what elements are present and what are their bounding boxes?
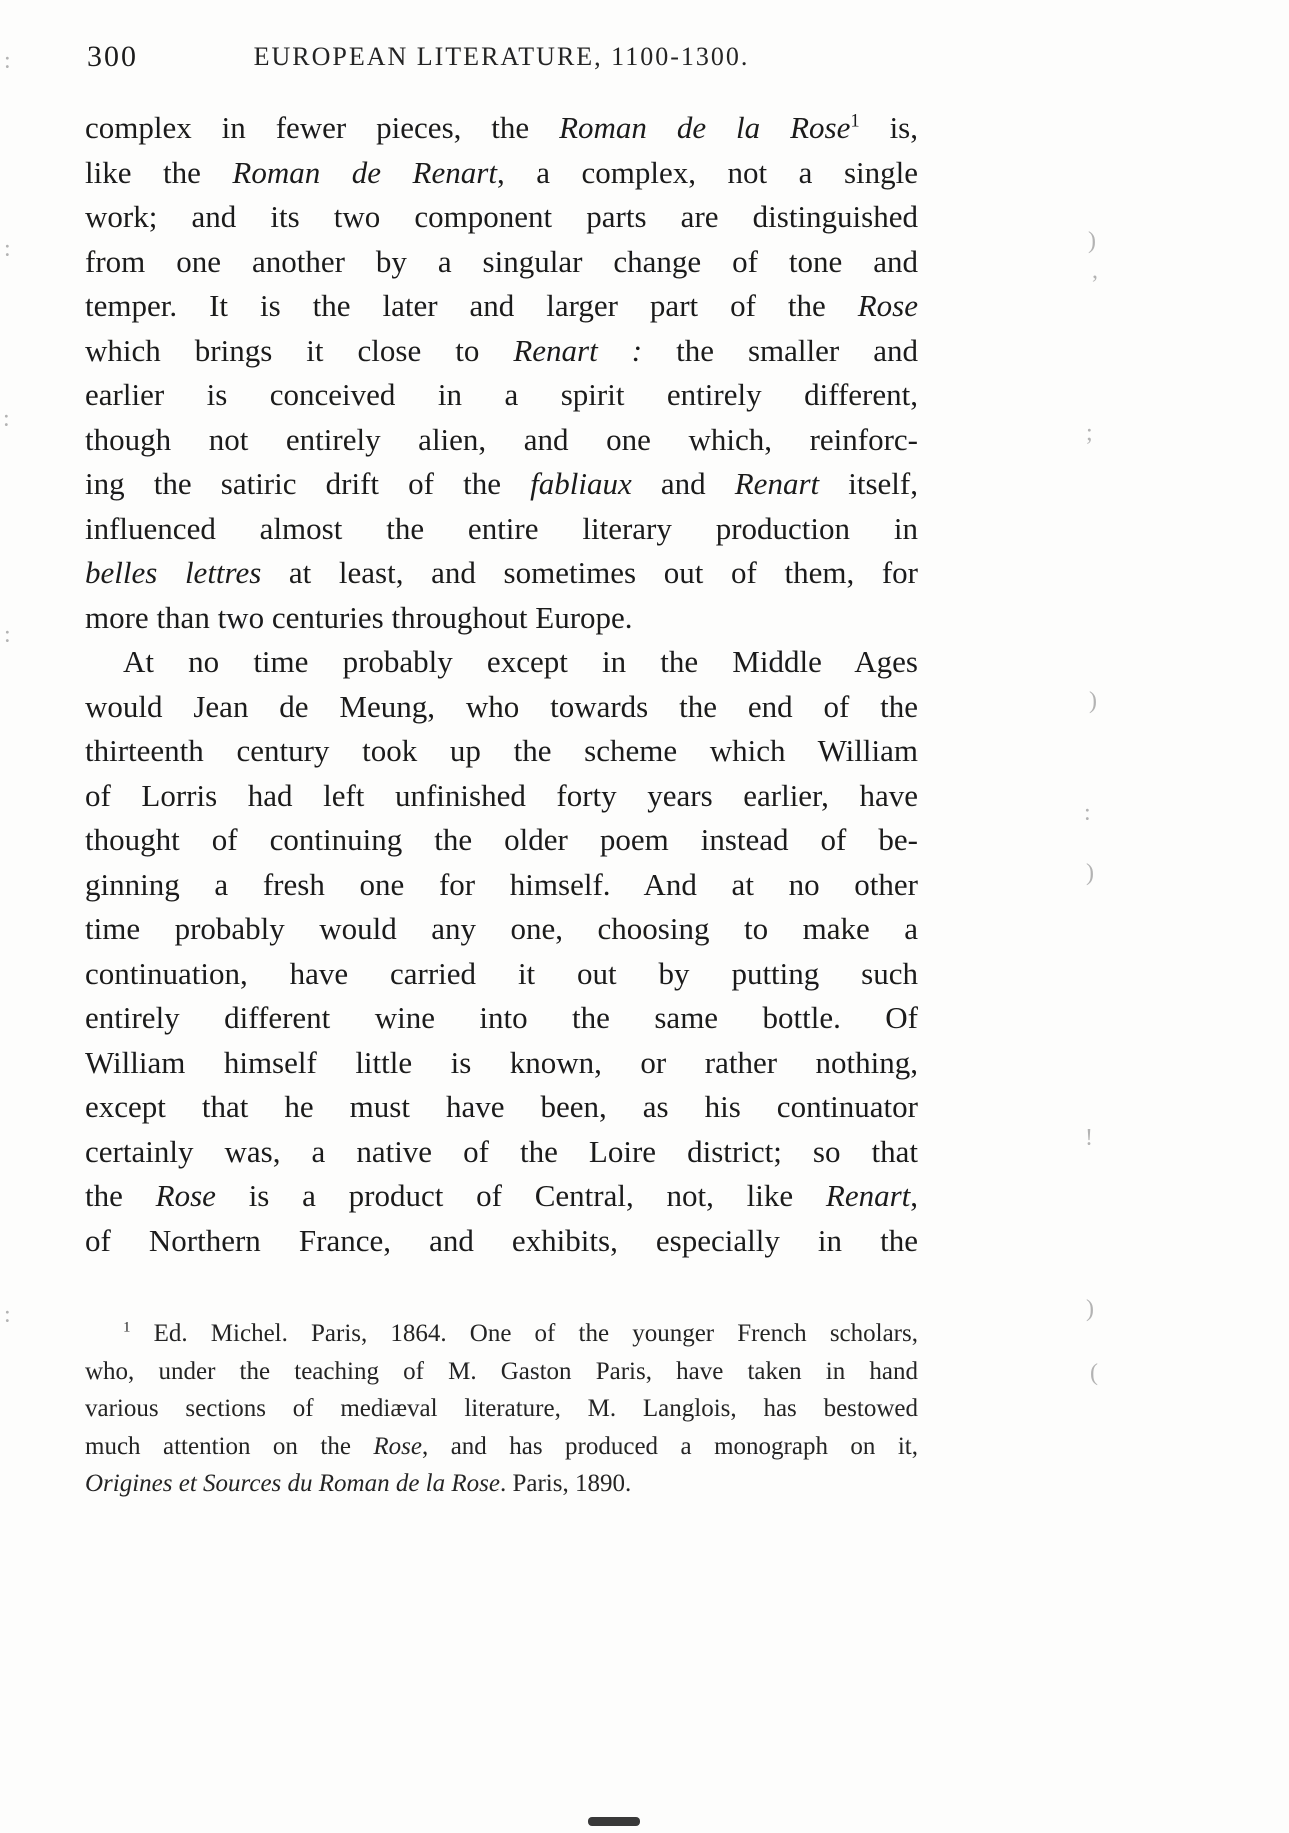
text-line: would Jean de Meung, who towards the end of the [85,688,918,724]
text-line: belles lettres at least, and sometimes out of them, for [85,555,918,590]
italic-text: Renart : [513,332,643,368]
italic-text: Rose [155,1178,216,1213]
text-line: ginning a fresh one for himself. And at no other [85,866,918,902]
text-line: who, under the teaching of M. Gaston Paris, have taken in hand [85,1357,918,1385]
italic-text: belles lettres [85,555,262,590]
text-line: which brings it close to Renart : the smaller and [85,332,918,368]
footnote [85,1315,918,1503]
text-line: earlier is conceived in a spirit entirely different, [85,377,918,412]
text-line: thought of continuing the older poem instead of be- [85,822,918,857]
text-line: the Rose is a product of Central, not, like Renart, [85,1178,919,1213]
text-line: At no time probably except in the Middle Ages [123,644,918,679]
scan-artifact: : [3,406,10,432]
italic-text: fabliaux [530,466,632,501]
text-line: work; and its two component parts are distinguished [85,199,918,234]
text-line: more than two centuries throughout Europe. [85,599,633,635]
scan-artifact: : [1084,800,1091,826]
text-line: time probably would any one, choosing to make a [85,911,918,946]
italic-text: Roman de la Rose [559,110,851,145]
body-text [85,106,918,1263]
running-title: EUROPEAN LITERATURE, 1100-1300. [253,42,750,71]
text-line: William himself little is known, or rather nothing, [85,1044,918,1080]
page-header [85,38,918,80]
text-line: Origines et Sources du Roman de la Rose. Paris, 1890. [85,1470,632,1497]
text-line: various sections of mediæval literature, M. Langlois, has bestowed [85,1395,918,1422]
scan-artifact: ! [1085,1125,1093,1151]
footnote-marker: 1 [123,1319,131,1336]
scan-artifact: ( [1090,1360,1098,1386]
scan-artifact: ) [1086,860,1094,886]
italic-text: Renart [734,466,820,501]
text-line: temper. It is the later and larger part of the Rose [85,288,918,323]
italic-text: Renart [825,1178,911,1213]
text-line: from one another by a singular change of tone and [85,243,918,279]
text-line: of Northern France, and exhibits, especially in the [85,1222,918,1258]
scan-artifact: ) [1088,228,1096,254]
page-number: 300 [87,40,138,73]
italic-text: Rose [857,288,918,323]
page-content [85,38,918,1503]
italic-text: Roman de Renart [232,154,497,190]
footnote-marker: 1 [850,110,860,132]
scan-artifact: : [4,236,11,262]
text-line: much attention on the Rose, and has produced a monograph on it, [85,1432,918,1460]
text-line: thirteenth century took up the scheme which William [85,733,918,768]
text-line: like the Roman de Renart, a complex, not a single [85,154,918,190]
italic-text: Rose [373,1432,422,1460]
scan-artifact: : [4,48,11,74]
text-line: though not entirely alien, and one which, reinforc- [85,421,918,457]
text-line: of Lorris had left unfinished forty years earlier, have [85,777,918,813]
text-line: entirely different wine into the same bottle. Of [85,1000,918,1035]
text-line: except that he must have been, as his continuator [85,1089,918,1124]
text-line: influenced almost the entire literary production in [85,510,918,546]
text-line: complex in fewer pieces, the Roman de la Rose$^1$ is, [85,110,918,145]
text-line: $^1$ Ed. Michel. Paris, 1864. One of the younger French scholars, [123,1319,918,1347]
scan-artifact: : [4,622,11,648]
scan-artifact: ) [1089,688,1097,714]
scan-artifact: : [4,1302,11,1328]
scan-artifact: ) [1086,1296,1094,1322]
text-line: ing the satiric drift of the fabliaux and Renart itself, [85,466,918,501]
scan-artifact: , [1092,258,1098,284]
text-line: certainly was, a native of the Loire district; so that [85,1133,918,1169]
text-line: continuation, have carried it out by putting such [85,955,918,991]
scan-smudge [588,1817,640,1826]
italic-text: Origines et Sources du Roman de la Rose [85,1470,500,1497]
scan-artifact: ; [1086,420,1093,446]
